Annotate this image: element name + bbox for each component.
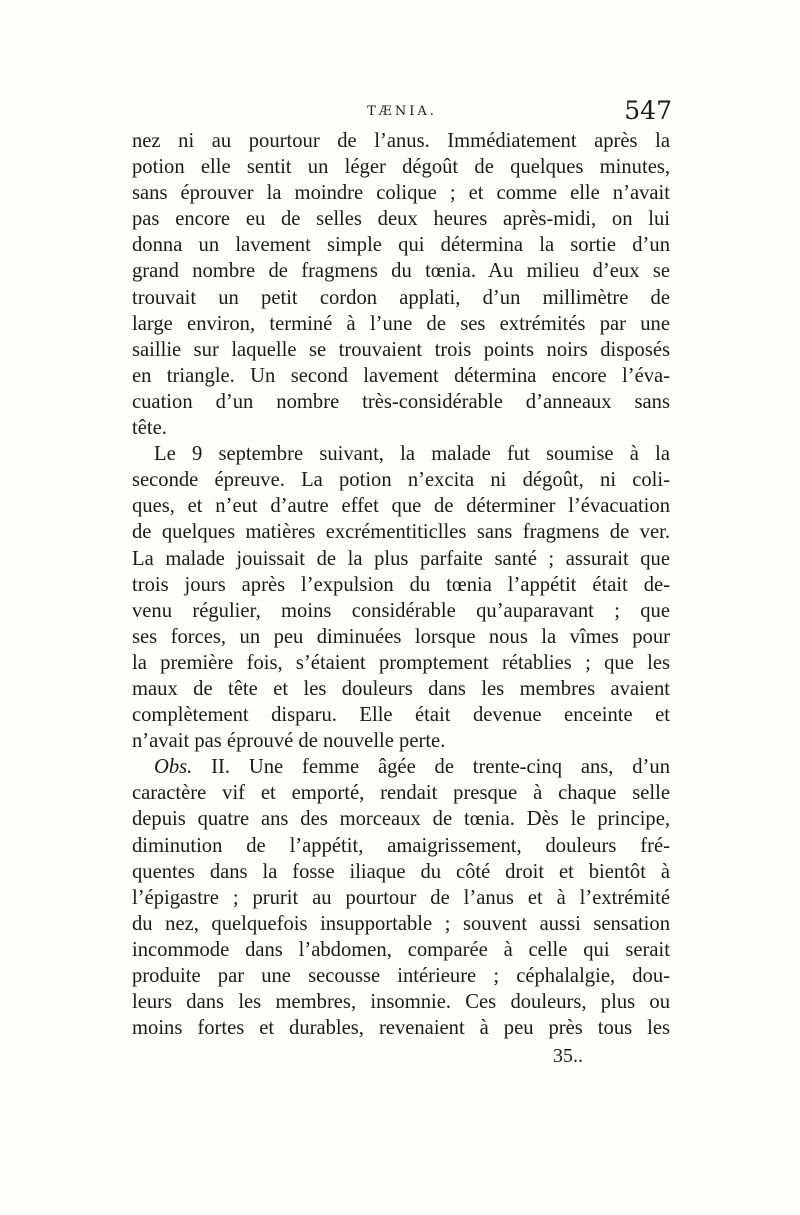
text-line: produite par une secousse intérieure ; céphalalgie, dou- xyxy=(132,965,670,987)
obs-heading-line xyxy=(132,754,670,780)
running-title: TÆNIA. xyxy=(367,104,437,119)
text-line: leurs dans les membres, insomnie. Ces douleurs, plus ou xyxy=(132,991,670,1014)
text-line: complètement disparu. Elle était devenue enceinte et xyxy=(132,704,670,727)
obs-heading-text: II. Une femme âgée de trente-cinq ans, d’un xyxy=(192,756,670,779)
text-line: incommode dans l’abdomen, comparée à celle qui serait xyxy=(132,938,670,961)
text-line: sans éprouver la moindre colique ; et comme elle n’avait xyxy=(132,182,670,205)
text-line: la première fois, s’étaient promptement rétablies ; que les xyxy=(132,651,670,674)
text-line: diminution de l’appétit, amaigrissement, douleurs fré- xyxy=(132,834,670,857)
text-line: de quelques matières excrémentiticlles sans fragmens de ver. xyxy=(132,521,670,544)
text-line: grand nombre de fragmens du tœnia. Au milieu d’eux se xyxy=(132,260,670,283)
text-line: trois jours après l’expulsion du tœnia l’appétit était de- xyxy=(132,573,670,596)
text-line: Le 9 septembre suivant, la malade fut soumise à la xyxy=(154,443,670,466)
text-line: saillie sur laquelle se trouvaient trois points noirs disposés xyxy=(132,338,670,361)
text-line: depuis quatre ans des morceaux de tœnia. Dès le principe, xyxy=(132,808,670,831)
text-line: pas encore eu de selles deux heures après-midi, on lui xyxy=(132,208,670,231)
text-line: potion elle sentit un léger dégoût de quelques minutes, xyxy=(132,156,670,179)
paragraph-obs-ii xyxy=(132,754,670,1041)
text-line: cuation d’un nombre très-considérable d’anneaux sans xyxy=(132,390,670,413)
text-line: large environ, terminé à l’une de ses extrémités par une xyxy=(132,312,670,335)
text-line: moins fortes et durables, revenaient à peu près tous les xyxy=(132,1017,670,1040)
text-line: n’avait pas éprouvé de nouvelle perte. xyxy=(132,730,446,753)
text-line: du nez, quelquefois insupportable ; souvent aussi sensation xyxy=(132,912,670,935)
text-line: caractère vif et emporté, rendait presque à chaque selle xyxy=(132,782,670,805)
running-head xyxy=(132,96,672,130)
text-line: venu régulier, moins considérable qu’auparavant ; que xyxy=(132,599,670,622)
body-text xyxy=(132,128,670,1041)
text-line: ques, et n’eut d’autre effet que de déterminer l’évacuation xyxy=(132,495,670,518)
text-line: trouvait un petit cordon applati, d’un millimètre de xyxy=(132,286,670,309)
text-line: donna un lavement simple qui détermina la sortie d’un xyxy=(132,234,670,257)
text-line: ses forces, un peu diminuées lorsque nous la vîmes pour xyxy=(132,625,670,648)
paragraph-1 xyxy=(132,128,670,441)
text-line: seconde épreuve. La potion n’excita ni dégoût, ni coli- xyxy=(132,469,670,492)
signature-mark: 35.. xyxy=(553,1045,583,1067)
text-line: maux de tête et les douleurs dans les membres avaient xyxy=(132,677,670,700)
text-line: l’épigastre ; prurit au pourtour de l’anus et à l’extrémité xyxy=(132,886,670,909)
paragraph-2 xyxy=(132,441,670,754)
text-line: nez ni au pourtour de l’anus. Immédiatement après la xyxy=(132,130,670,152)
page-number: 547 xyxy=(624,96,672,125)
obs-label: Obs. xyxy=(154,756,193,779)
text-line: La malade jouissait de la plus parfaite santé ; assurait que xyxy=(132,547,670,570)
text-line: quentes dans la fosse iliaque du côté droit et bientôt à xyxy=(132,860,670,883)
text-line: tête. xyxy=(132,417,167,440)
text-line: en triangle. Un second lavement détermina encore l’éva- xyxy=(132,364,670,387)
